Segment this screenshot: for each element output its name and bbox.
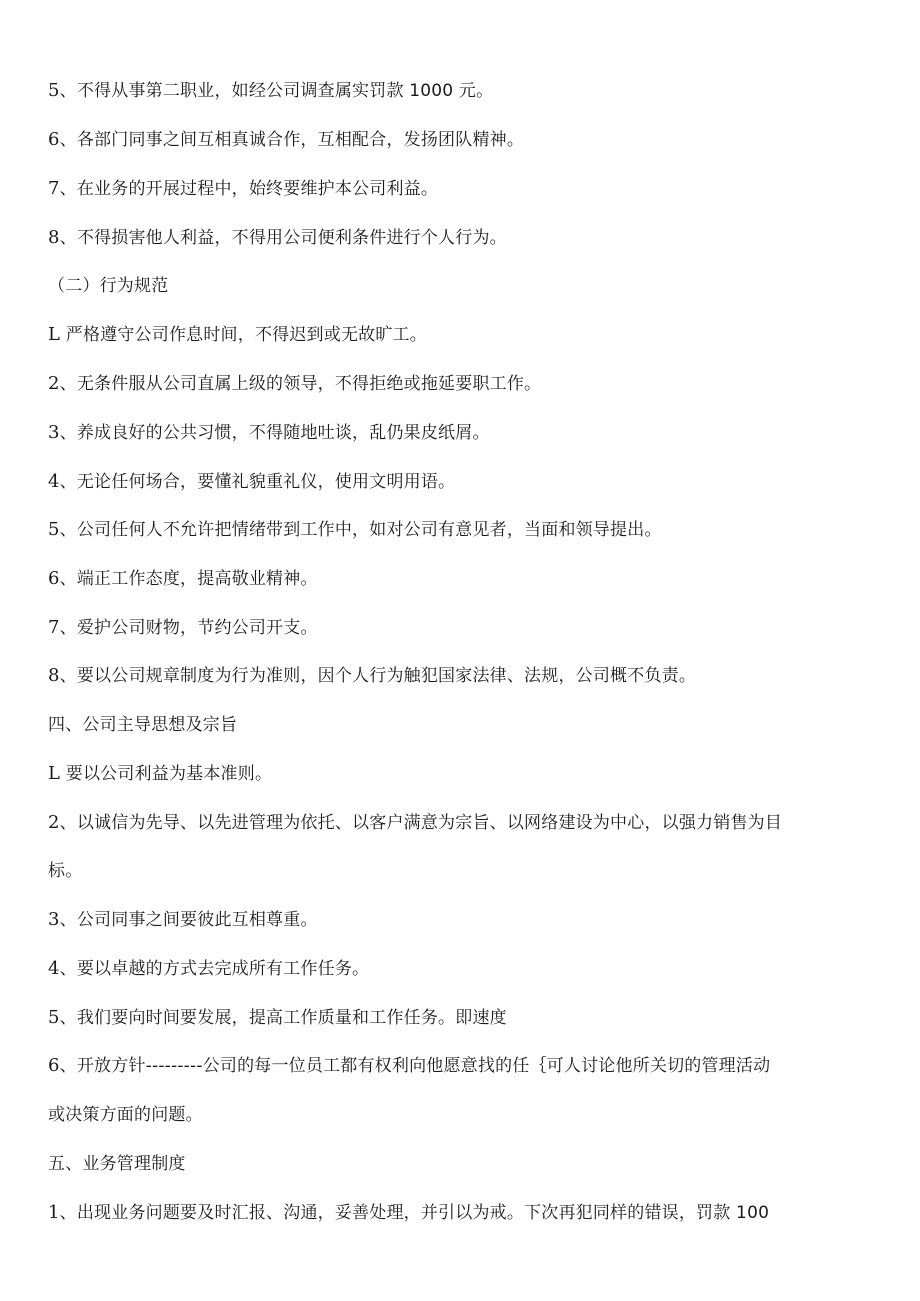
- item-number: 8: [48, 665, 60, 686]
- item-number: 6: [48, 129, 60, 150]
- rule-line: [48, 567, 318, 591]
- item-text: 严格遵守公司作息时间，不得迟到或无故旷工。: [60, 325, 427, 345]
- rule-line: [48, 1201, 769, 1225]
- item-text: 标。: [48, 861, 83, 881]
- item-number: 2: [48, 812, 60, 833]
- item-text: 、公司任何人不允许把情绪带到工作中，如对公司有意见者，当面和领导提出。: [59, 520, 662, 540]
- item-text: （二）行为规范: [48, 276, 169, 296]
- item-number: 1: [48, 1202, 60, 1223]
- rule-line: [48, 323, 427, 347]
- item-number: L: [48, 324, 61, 345]
- rule-line: [48, 616, 318, 640]
- rule-line: [48, 518, 662, 542]
- item-text: 、要以公司规章制度为行为准则，因个人行为触犯国家法律、法规，公司概不负责。: [59, 666, 697, 686]
- item-number: 5: [48, 519, 60, 540]
- item-text: 、我们要向时间要发展，提高工作质量和工作任务。即速度: [59, 1008, 507, 1028]
- item-number: 7: [48, 617, 60, 638]
- item-text: 、公司同事之间要彼此互相尊重。: [59, 910, 318, 930]
- item-text: 、开放方针---------公司的每一位员工都有权利向他愿意找的任｛可人讨论他所关切的管理活动: [59, 1056, 771, 1076]
- item-text: 、无论任何场合，要懂礼貌重礼仪，使用文明用语。: [59, 472, 456, 492]
- rule-line: [48, 811, 782, 835]
- item-number: 6: [48, 1055, 60, 1076]
- rule-line: [48, 372, 541, 396]
- item-number: 4: [48, 958, 60, 979]
- item-text: 四、公司主导思想及宗旨: [48, 715, 238, 735]
- rule-line: [48, 957, 369, 981]
- item-number: 5: [48, 1007, 60, 1028]
- item-number: 8: [48, 227, 60, 248]
- rule-line-continuation: [48, 1103, 203, 1127]
- section-heading: [48, 1152, 186, 1176]
- item-number: 6: [48, 568, 60, 589]
- item-number: 2: [48, 373, 60, 394]
- item-text: 、以诚信为先导、以先进管理为依托、以客户满意为宗旨、以网络建设为中心，以强力销售为目: [59, 813, 783, 833]
- item-text: 、各部门同事之间互相真诚合作，互相配合，发扬团队精神。: [59, 130, 525, 150]
- item-text: 、要以卓越的方式去完成所有工作任务。: [59, 959, 370, 979]
- rule-line: [48, 470, 455, 494]
- rule-line-continuation: [48, 859, 82, 883]
- item-text: 、爱护公司财物，节约公司开支。: [59, 618, 318, 638]
- item-text: 五、业务管理制度: [48, 1154, 186, 1174]
- item-number: 3: [48, 422, 60, 443]
- rule-line: [48, 421, 490, 445]
- rule-line: [48, 762, 272, 786]
- item-number: 3: [48, 909, 60, 930]
- section-heading: [48, 713, 237, 737]
- item-number: 4: [48, 471, 60, 492]
- item-number: L: [48, 763, 61, 784]
- item-text: 、养成良好的公共习惯，不得随地吐谈，乱仍果皮纸屑。: [59, 423, 490, 443]
- rule-line: [48, 664, 696, 688]
- rule-line: [48, 908, 318, 932]
- item-text: 、在业务的开展过程中，始终要维护本公司利益。: [59, 179, 439, 199]
- rule-line: [48, 79, 493, 103]
- item-text: 要以公司利益为基本准则。: [60, 764, 273, 784]
- item-number: 5: [48, 80, 60, 101]
- item-text: 、不得从事第二职业，如经公司调查属实罚款 1000 元。: [59, 81, 494, 101]
- rule-line: [48, 177, 438, 201]
- section-heading: [48, 274, 168, 298]
- rule-line: [48, 1006, 507, 1030]
- item-text: 、出现业务问题要及时汇报、沟通，妥善处理，并引以为戒。下次再犯同样的错误，罚款 100: [59, 1203, 770, 1223]
- item-text: 或决策方面的问题。: [48, 1105, 203, 1125]
- item-text: 、不得损害他人利益，不得用公司便利条件进行个人行为。: [59, 228, 507, 248]
- item-number: 7: [48, 178, 60, 199]
- item-text: 、无条件服从公司直属上级的领导，不得拒绝或拖延要职工作。: [59, 374, 542, 394]
- rule-line: [48, 1054, 770, 1078]
- item-text: 、端正工作态度，提高敬业精神。: [59, 569, 318, 589]
- rule-line: [48, 128, 524, 152]
- rule-line: [48, 226, 507, 250]
